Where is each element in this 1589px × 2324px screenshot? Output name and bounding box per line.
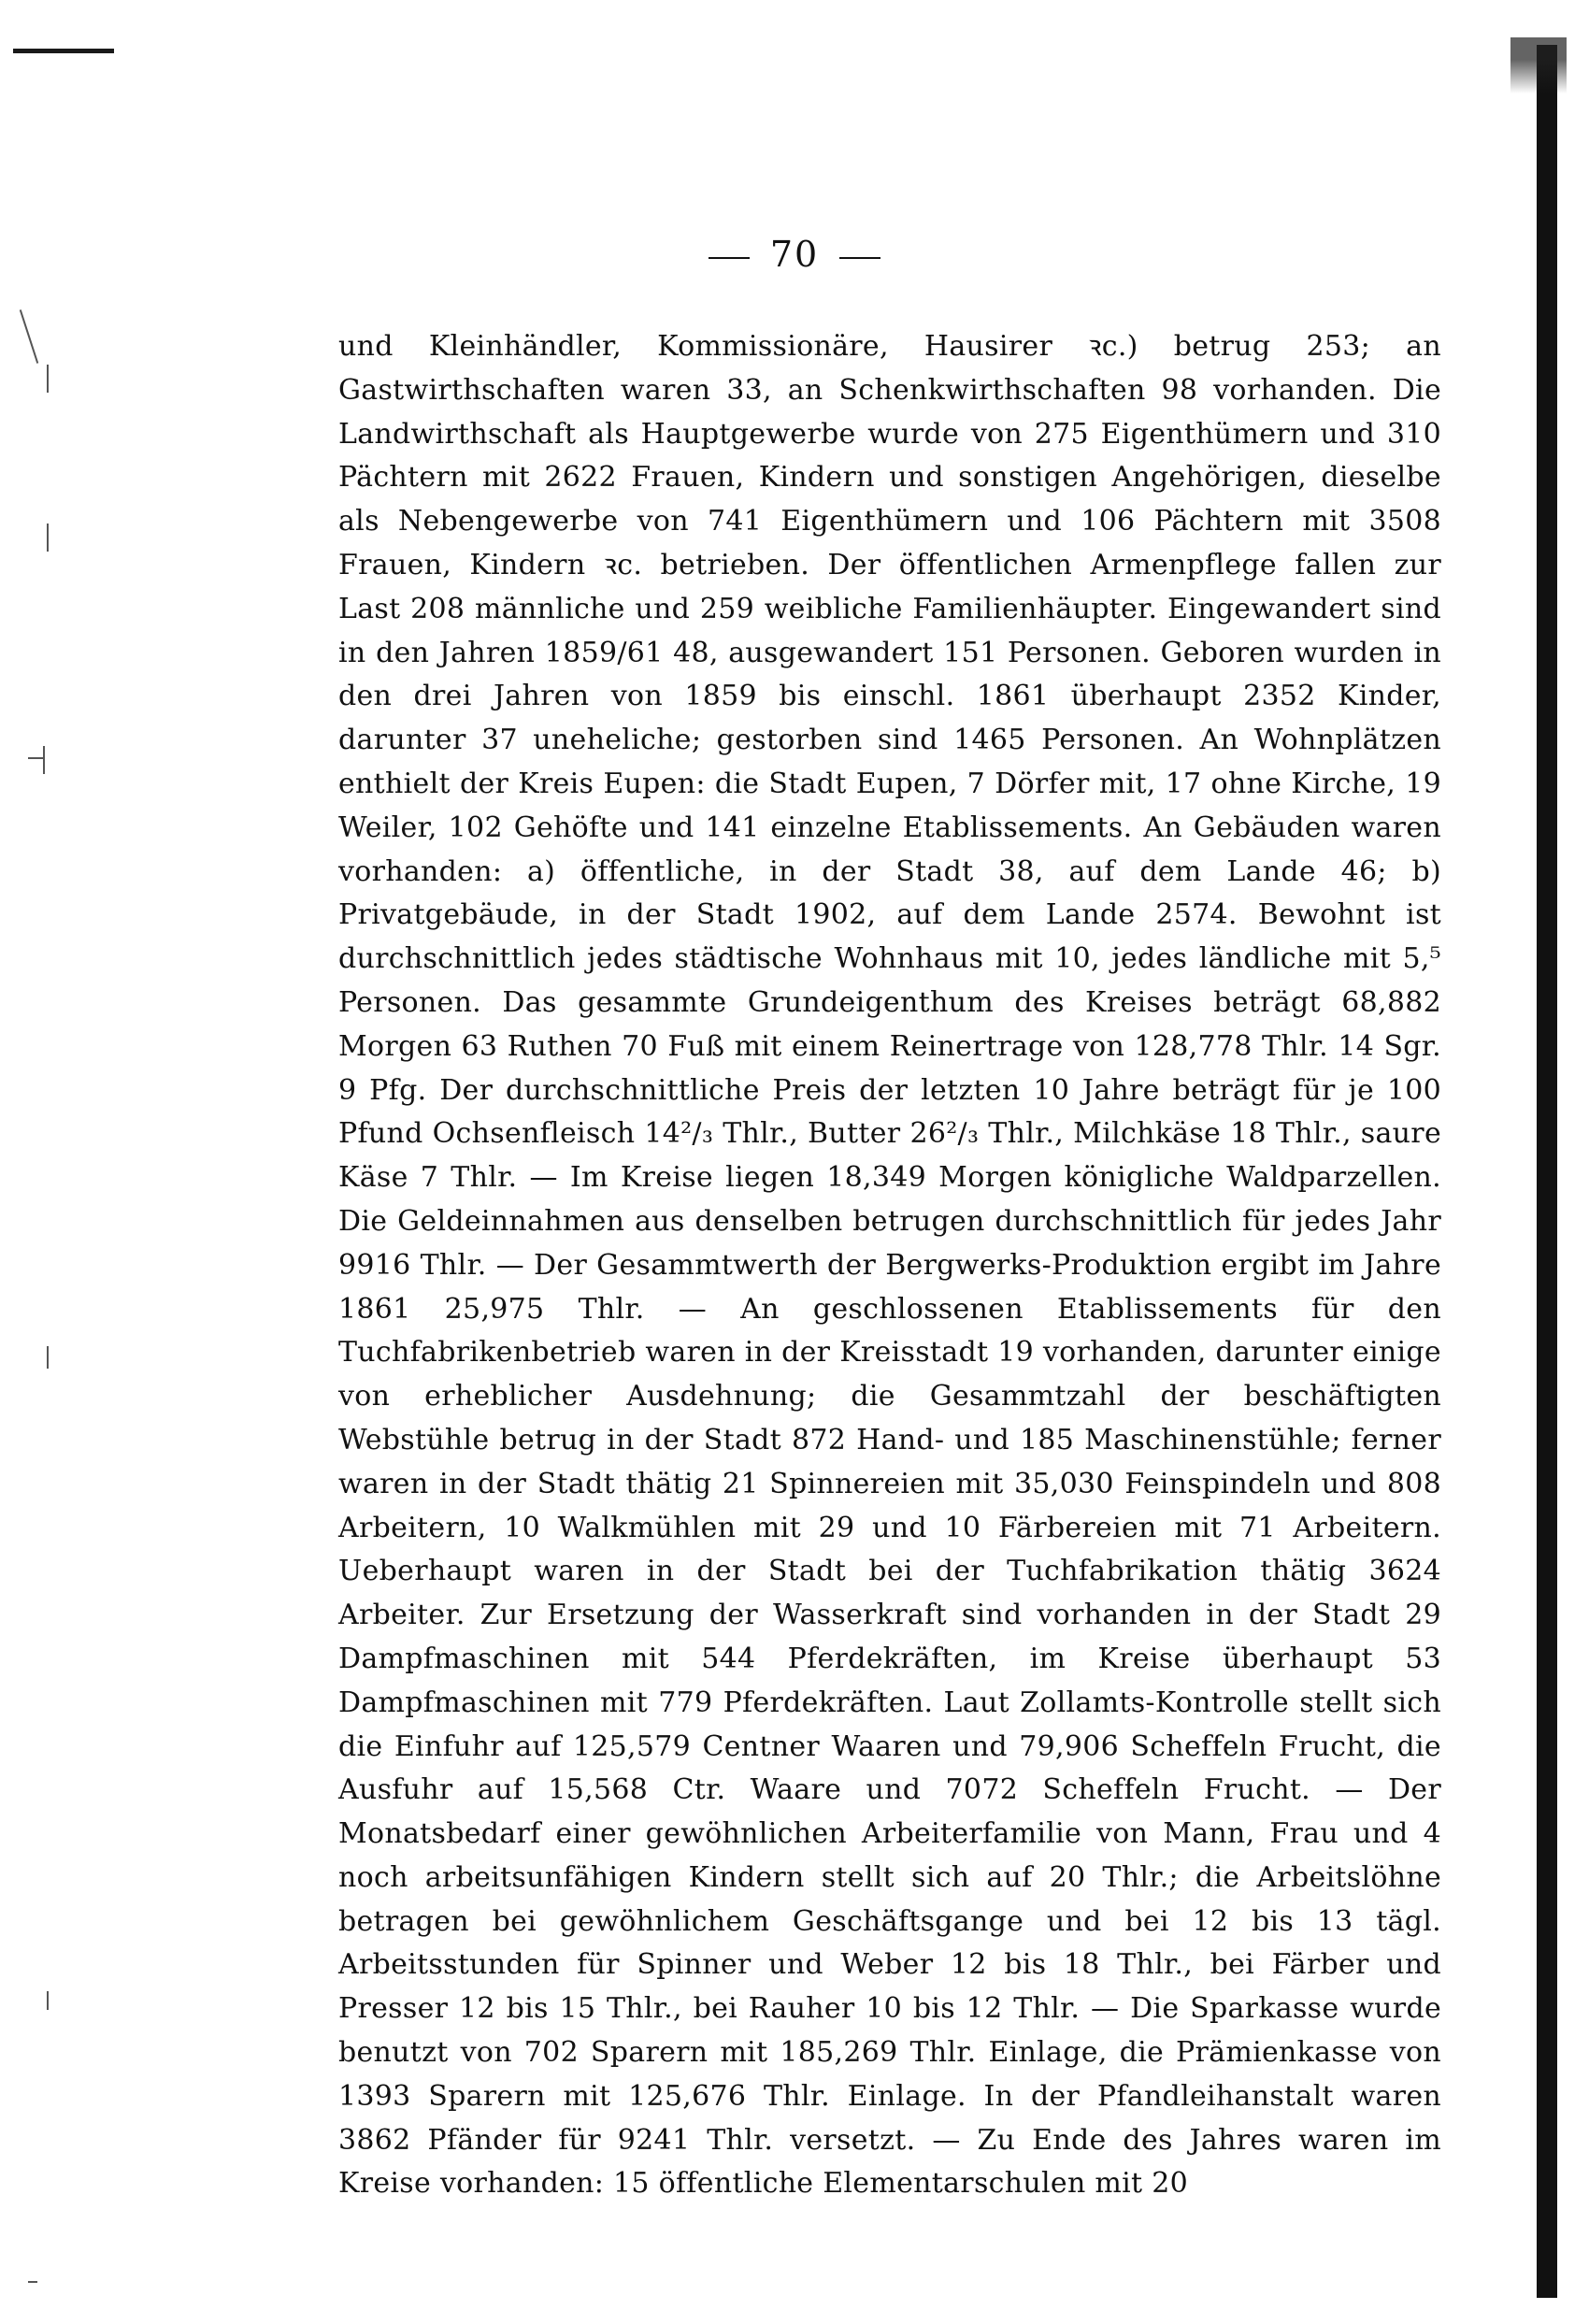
scan-speck — [20, 309, 38, 364]
scan-speck — [28, 2281, 37, 2283]
paragraph: und Kleinhändler, Kommissionäre, Hausirer ꝛc.) betrug 253; an Gastwirthschaften waren 33, an Schenkwirthschaften 98 vorhanden. Die Landwirthschaft als Hauptgewerbe wurde von 275 Eigenthümern und 310 Pächtern mit 2622 Frauen, Kindern und sonstigen Angehörigen, dieselbe als Nebengewerbe von 741 Eigenthümern und 106 Pächtern mit 3508 Frauen, Kindern ꝛc. betrieben. Der öffentlichen Armenpflege fallen zur Last 208 männliche und 259 weibliche Familienhäupter. Eingewandert sind in den Jahren 1859/61 48, ausgewandert 151 Personen. Geboren wurden in den drei Jahren von 1859 bis einschl. 1861 überhaupt 2352 Kinder, darunter 37 uneheliche; gestorben sind 1465 Personen. An Wohnplätzen enthielt der Kreis Eupen: die Stadt Eupen, 7 Dörfer mit, 17 ohne Kirche, 19 Weiler, 102 Gehöfte und 141 einzelne Etablissements. An Gebäuden waren vorhanden: a) öffentliche, in der Stadt 38, auf dem Lande 46; b) Privatgebäude, in der Stadt 1902, auf dem Lande 2574. Bewohnt ist durchschnittlich jedes städtische Wohnhaus mit 10, jedes ländliche mit 5,⁵ Personen. Das gesammte Grundeigenthum des Kreises beträgt 68,882 Morgen 63 Ruthen 70 Fuß mit einem Reinertrage von 128,778 Thlr. 14 Sgr. 9 Pfg. Der durchschnittliche Preis der letzten 10 Jahre beträgt für je 100 Pfund Ochsenfleisch 14²/₃ Thlr., Butter 26²/₃ Thlr., Milchkäse 18 Thlr., saure Käse 7 Thlr. — Im Kreise liegen 18,349 Morgen königliche Waldparzellen. Die Geldeinnahmen aus denselben betrugen durchschnittlich für jedes Jahr 9916 Thlr. — Der Gesammtwerth der Bergwerks-Produktion ergibt im Jahre 1861 25,975 Thlr. — An geschlossenen Etablissements für den Tuchfabrikenbetrieb waren in der Kreisstadt 19 vorhanden, darunter einige von erheblicher Ausdehnung; die Gesammtzahl der beschäftigten Webstühle betrug in der Stadt 872 Hand- und 185 Maschinenstühle; ferner waren in der Stadt thätig 21 Spinnereien mit 35,030 Feinspindeln und 808 Arbeitern, 10 Walkmühlen mit 29 und 10 Färbereien mit 71 Arbeitern. Ueberhaupt waren in der Stadt bei der Tuchfabrikation thätig 3624 Arbeiter. Zur Ersetzung der Wasserkraft sind vorhanden in der Stadt 29 Dampfmaschinen mit 544 Pferdekräften, im Kreise überhaupt 53 Dampfmaschinen mit 779 Pferdekräften. Laut Zollamts-Kontrolle stellt sich die Einfuhr auf 125,579 Centner Waaren und 79,906 Scheffeln Frucht, die Ausfuhr auf 15,568 Ctr. Waare und 7072 Scheffeln Frucht. — Der Monatsbedarf einer gewöhnlichen Arbeiterfamilie von Mann, Frau und 4 noch arbeitsunfähigen Kindern stellt sich auf 20 Thlr.; die Arbeitslöhne betragen bei gewöhnlichem Geschäftsgange und bei 12 bis 13 tägl. Arbeitsstunden für Spinner und Weber 12 bis 18 Thlr., bei Färber und Presser 12 bis 15 Thlr., bei Rauher 10 bis 12 Thlr. — Die Sparkasse wurde benutzt von 702 Sparern mit 185,269 Thlr. Einlage, die Prämienkasse von 1393 Sparern mit 125,676 Thlr. Einlage. In der Pfandleihanstalt waren 3862 Pfänder für 9241 Thlr. versetzt. — Zu Ende des Jahres waren im Kreise vorhanden: 15 öffentliche Elementarschulen mit 20 — [338, 330, 1441, 2201]
page-number — [0, 234, 1589, 275]
scan-mark-top-left — [13, 49, 114, 53]
scan-binding-edge — [1537, 45, 1557, 2298]
scan-speck — [47, 524, 49, 552]
page-number-value: 70 — [769, 234, 820, 275]
page-number-dash-right — [839, 257, 880, 259]
scan-speck — [47, 365, 49, 393]
body-text — [338, 325, 1441, 2206]
page-number-dash-left — [709, 257, 750, 259]
scan-speck — [47, 1346, 49, 1369]
scan-speck — [43, 746, 45, 774]
scan-binding-edge-top — [1510, 37, 1567, 93]
scan-speck — [28, 757, 43, 759]
scan-speck — [47, 1991, 49, 2010]
